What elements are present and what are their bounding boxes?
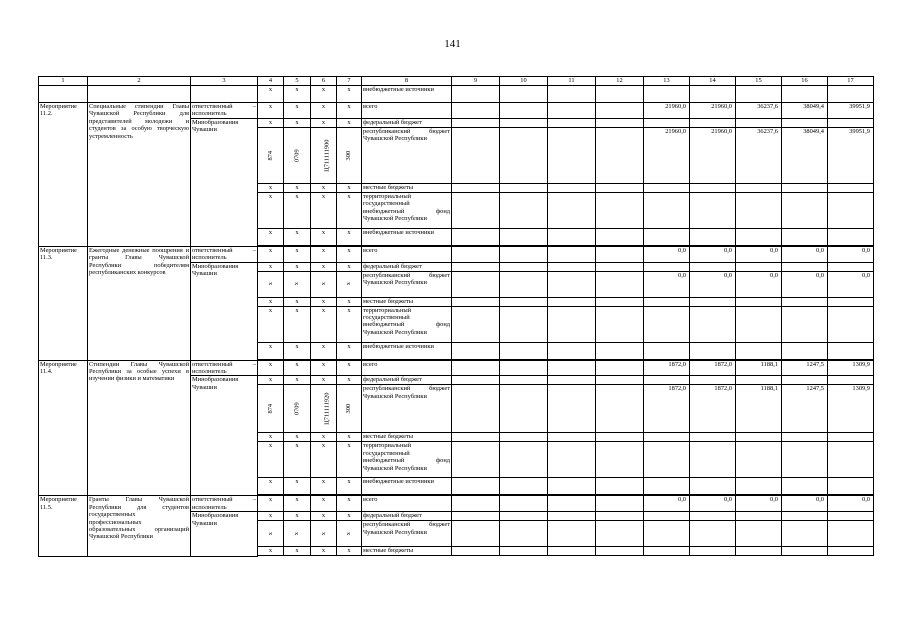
x-cell: x [284,478,311,495]
x-cell: x [284,547,311,556]
x-cell: x [337,360,362,376]
x-cell: x [284,246,311,262]
code-rzpr: 0709 [284,127,311,183]
x-cell: x [284,118,311,127]
amount: 0,0 [690,271,736,297]
x-cell: x [337,86,362,103]
x-cell: x [337,228,362,245]
x-cell: x [337,103,362,119]
x-cell: x [284,521,311,547]
x-cell: x [311,547,337,556]
table-row [39,246,874,262]
x-cell: x [258,342,284,359]
x-cell: x [337,262,362,271]
code-vr: 300 [337,127,362,183]
col-header: 11 [548,77,596,86]
col-header: 12 [596,77,644,86]
x-cell: x [258,442,284,478]
x-cell: x [284,297,311,306]
x-cell: x [337,271,362,297]
amount: 1309,9 [828,360,874,376]
executor-org: Минобразования Чувашии [191,376,258,496]
amount: 39951,9 [828,103,874,119]
x-cell: x [284,306,311,342]
x-cell: x [258,297,284,306]
x-cell: x [258,86,284,103]
amount: 0,0 [690,496,736,512]
x-cell: x [258,360,284,376]
amount: 38049,4 [782,127,828,183]
funding-source: местные бюджеты [362,297,452,306]
dash-mark: – [252,496,256,504]
x-cell: x [311,521,337,547]
col-header: 13 [644,77,690,86]
code-vr: 300 [337,385,362,433]
funding-source: федеральный бюджет [362,262,452,271]
amount: 36237,6 [736,103,782,119]
col-header: 9 [452,77,500,86]
table-row [39,496,874,512]
amount: 0,0 [736,271,782,297]
x-cell: x [337,297,362,306]
x-cell: x [337,547,362,556]
x-cell: x [311,433,337,442]
funding-source: внебюджетные источники [362,86,452,103]
x-cell: x [311,297,337,306]
x-cell: x [258,118,284,127]
amount: 1188,1 [736,360,782,376]
budget-table [38,76,874,557]
x-cell: x [311,118,337,127]
x-cell: x [311,246,337,262]
x-cell: x [311,103,337,119]
amount: 0,0 [828,246,874,262]
x-cell: x [258,183,284,192]
col-header: 4 [258,77,284,86]
x-cell: x [284,86,311,103]
x-cell: x [311,183,337,192]
x-cell: x [311,376,337,385]
x-cell: x [284,192,311,228]
x-cell: x [337,433,362,442]
code-csr: Ц711111900 [311,127,337,183]
code-grbs: 874 [258,385,284,433]
dash-mark: – [252,103,256,110]
funding-source: федеральный бюджет [362,512,452,521]
x-cell: x [337,478,362,495]
x-cell: x [311,86,337,103]
header-row [39,77,874,86]
amount: 1872,0 [644,385,690,433]
x-cell: x [284,342,311,359]
amount: 0,0 [782,496,828,512]
x-cell: x [284,512,311,521]
x-cell: x [311,512,337,521]
x-cell: x [337,342,362,359]
table-row [39,360,874,376]
x-cell: x [284,360,311,376]
x-cell: x [284,228,311,245]
executor-role: – ответственный исполнитель [192,246,256,262]
event-name: Мероприятие 11.3. [39,246,88,360]
x-cell: x [258,521,284,547]
funding-source: территориальный государственный внебюджетный фонд Чувашской Республики [362,192,452,228]
x-cell: x [311,271,337,297]
amount: 21960,0 [690,103,736,119]
executor-role: – ответственный исполнитель [192,360,256,376]
x-cell: x [311,360,337,376]
x-cell: x [258,547,284,556]
executor-role: – ответственный исполнитель [192,496,256,511]
x-cell: x [311,496,337,512]
executor-org: Минобразования Чувашии [191,512,258,557]
x-cell: x [284,376,311,385]
funding-source: местные бюджеты [362,547,452,556]
funding-source: территориальный государственный внебюджетный фонд Чувашской Республики [362,306,452,342]
x-cell: x [337,118,362,127]
x-cell: x [284,496,311,512]
amount: 21960,0 [690,127,736,183]
col-header: 6 [311,77,337,86]
col-header: 2 [88,77,191,86]
funding-source: внебюджетные источники [362,478,452,495]
amount: 1309,9 [828,385,874,433]
amount: 1247,5 [782,360,828,376]
amount: 21960,0 [644,127,690,183]
amount: 1872,0 [644,360,690,376]
col-header: 17 [828,77,874,86]
col-header: 14 [690,77,736,86]
amount: 0,0 [690,246,736,262]
amount: 0,0 [782,246,828,262]
x-cell: x [258,262,284,271]
x-cell: x [311,478,337,495]
x-cell: x [337,521,362,547]
amount: 1188,1 [736,385,782,433]
executor-org: Минобразования Чувашии [191,262,258,360]
x-cell: x [284,433,311,442]
funding-source: республиканский бюджет Чувашской Республики [362,385,452,433]
col-header: 5 [284,77,311,86]
funding-source: всего [362,103,452,119]
funding-source: территориальный государственный внебюджетный фонд Чувашской Республики [362,442,452,478]
code-grbs: 874 [258,127,284,183]
x-cell: x [258,192,284,228]
amount: 0,0 [736,246,782,262]
dash-mark: – [252,246,256,254]
funding-source: всего [362,246,452,262]
x-cell: x [258,306,284,342]
amount: 36237,6 [736,127,782,183]
x-cell: x [337,512,362,521]
funding-source: внебюджетные источники [362,342,452,359]
funding-source: местные бюджеты [362,183,452,192]
event-description: Ежегодные денежные поощрения и гранты Главы Чувашской Республики победителям республиканских конкурсов [88,246,191,360]
x-cell: x [258,512,284,521]
event-description: Гранты Главы Чувашской Республики для студентов государственных профессиональных образовательных организаций Чувашской Республики [88,496,191,556]
code-rzpr: 0709 [284,385,311,433]
amount: 0,0 [828,271,874,297]
funding-source: всего [362,360,452,376]
funding-source: внебюджетные источники [362,228,452,245]
funding-source: всего [362,496,452,512]
x-cell: x [311,262,337,271]
x-cell: x [258,271,284,297]
x-cell: x [337,246,362,262]
x-cell: x [284,183,311,192]
table-row [39,103,874,119]
x-cell: x [284,262,311,271]
x-cell: x [311,192,337,228]
x-cell: x [311,306,337,342]
event-name: Мероприятие 11.5. [39,496,88,556]
event-name: Мероприятие 11.4. [39,360,88,496]
x-cell: x [284,271,311,297]
amount: 39951,9 [828,127,874,183]
x-cell: x [337,306,362,342]
amount: 0,0 [782,271,828,297]
x-cell: x [311,228,337,245]
x-cell: x [258,376,284,385]
x-cell: x [337,192,362,228]
amount: 0,0 [828,496,874,512]
col-header: 1 [39,77,88,86]
x-cell: x [258,433,284,442]
dash-mark: – [252,360,256,368]
x-cell: x [337,442,362,478]
page-number: 141 [444,38,461,50]
x-cell: x [337,376,362,385]
amount: 0,0 [644,271,690,297]
executor-org: Минобразования Чувашии [191,118,258,246]
x-cell: x [311,442,337,478]
amount: 1247,5 [782,385,828,433]
amount: 0,0 [736,496,782,512]
x-cell: x [311,342,337,359]
code-csr: Ц711111920 [311,385,337,433]
x-cell: x [258,478,284,495]
table-row [39,86,874,103]
funding-source: республиканский бюджет Чувашской Республики [362,271,452,297]
col-header: 3 [191,77,258,86]
funding-source: федеральный бюджет [362,118,452,127]
event-description: Специальные стипендии Главы Чувашской Республики для представителей молодежи и студентов за особую творческую устремленность [88,103,191,247]
col-header: 7 [337,77,362,86]
x-cell: x [258,228,284,245]
funding-source: федеральный бюджет [362,376,452,385]
funding-source: республиканский бюджет Чувашской Республики [362,127,452,183]
event-name: Мероприятие 11.2. [39,103,88,247]
amount: 21960,0 [644,103,690,119]
amount: 0,0 [644,496,690,512]
funding-source: республиканский бюджет Чувашской Республики [362,521,452,547]
x-cell: x [337,496,362,512]
amount: 0,0 [644,246,690,262]
x-cell: x [258,103,284,119]
amount: 38049,4 [782,103,828,119]
x-cell: x [258,246,284,262]
amount: 1872,0 [690,385,736,433]
event-description: Стипендии Главы Чувашской Республики за особые успехи в изучении физики и математики [88,360,191,496]
amount: 1872,0 [690,360,736,376]
col-header: 15 [736,77,782,86]
executor-role: – ответственный исполнитель [192,103,256,118]
x-cell: x [284,103,311,119]
col-header: 10 [500,77,548,86]
x-cell: x [337,183,362,192]
x-cell: x [258,496,284,512]
col-header: 8 [362,77,452,86]
x-cell: x [284,442,311,478]
funding-source: местные бюджеты [362,433,452,442]
col-header: 16 [782,77,828,86]
